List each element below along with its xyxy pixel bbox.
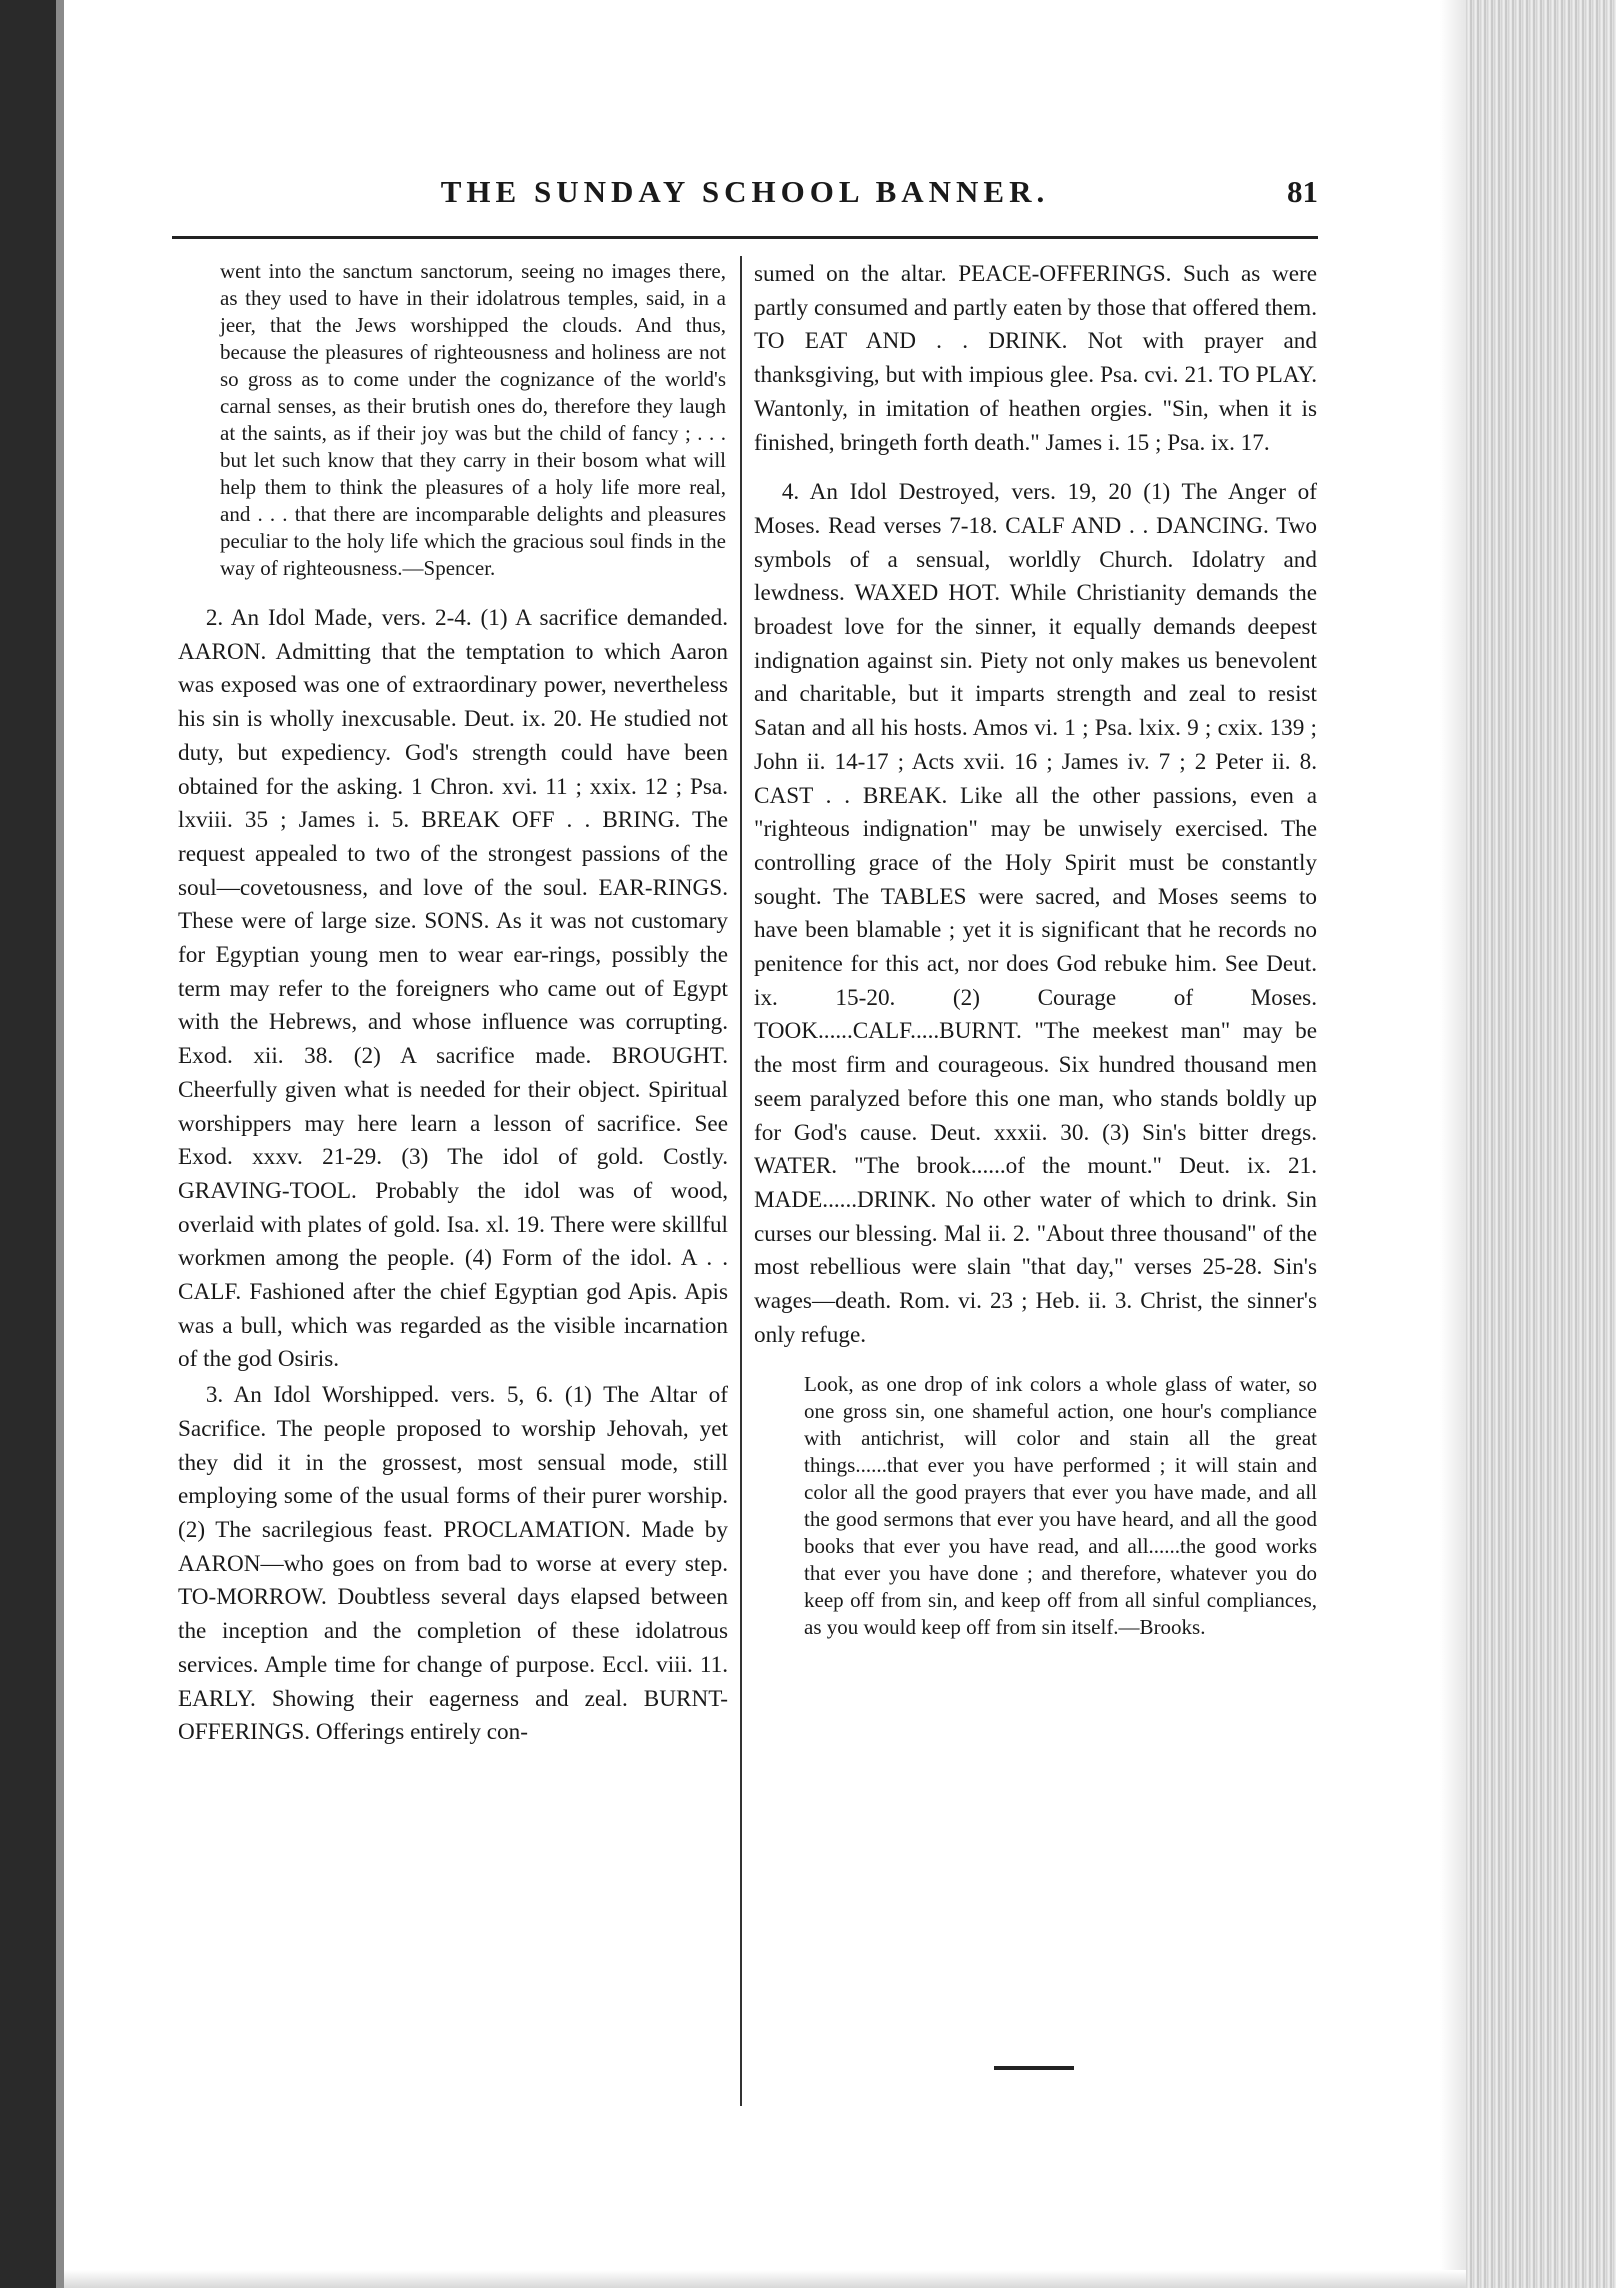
- section-end-rule: [994, 2066, 1074, 2070]
- column-divider: [740, 256, 742, 2106]
- page-bottom-shadow: [64, 2270, 1466, 2288]
- quote-spencer: went into the sanctum sanctorum, seeing no images there, as they used to have in their idolatrous temples, said, in a jeer, that the Jews worshipped the clouds. And thus, because the pleasures of righteousness and holiness are not so gross as to come under the cognizance of the world's carnal senses, as their brutish ones do, therefore they laugh at the saints, as if their joy was but the child of fancy ; . . . but let such know that they carry in their bosom what will help them to think the pleasures of a holy life more real, and . . . that there are incomparable delights and pleasures peculiar to the holy life which the gracious soul finds in the way of righteousness.—Spencer.: [220, 259, 726, 580]
- section-an-idol-worshipped-continued: sumed on the altar. PEACE-OFFERINGS. Such as were partly consumed and partly eaten by those that offered them. TO EAT AND . . DRINK. Not with prayer and thanksgiving, but with impious glee. Psa. cvi. 21. TO PLAY. Wantonly, in imitation of heathen orgies. "Sin, when it is finished, bringeth forth death." James i. 15 ; Psa. ix. 17.: [754, 261, 1317, 456]
- book-spine-edge: [0, 0, 62, 2288]
- left-column: [178, 258, 728, 1752]
- section-an-idol-made: 2. An Idol Made, vers. 2-4. (1) A sacrifice demanded. AARON. Admitting that the temptation to which Aaron was exposed was one of extraordinary power, nevertheless his sin is wholly inexcusable. Deut. ix. 20. He studied not duty, but expediency. God's strength could have been obtained for the asking. 1 Chron. xvi. 11 ; xxix. 12 ; Psa. lxviii. 35 ; James i. 5. BREAK OFF . . BRING. The request appealed to two of the strongest passions of the soul—covetousness, and love of the soul. EAR-RINGS. These were of large size. SONS. As it was not customary for Egyptian young men to wear ear-rings, possibly the term may refer to the foreigners who came out of Egypt with the Hebrews, and whose influence was corrupting. Exod. xii. 38. (2) A sacrifice made. BROUGHT. Cheerfully given what is needed for their object. Spiritual worshippers may here learn a lesson of sacrifice. See Exod. xxxv. 21-29. (3) The idol of gold. Costly. GRAVING-TOOL. Probably the idol was of wood, overlaid with plates of gold. Isa. xl. 19. There were skillful workmen among the people. (4) Form of the idol. A . . CALF. Fashioned after the chief Egyptian god Apis. Apis was a bull, which was regarded as the visible incarnation of the god Osiris.: [178, 605, 728, 1373]
- running-head: THE SUNDAY SCHOOL BANNER.: [440, 174, 1050, 209]
- header-rule: [172, 236, 1318, 239]
- book-spine-inner-edge: [56, 0, 64, 2288]
- section-an-idol-worshipped: 3. An Idol Worshipped. vers. 5, 6. (1) The Altar of Sacrifice. The people proposed to worship Jehovah, yet they did it in the grossest, most sensual mode, still employing some of the usual forms of their purer worship. (2) The sacrilegious feast. PROCLAMATION. Made by AARON—who goes on from bad to worse at every step. TO-MORROW. Doubtless several days elapsed between the inception and the completion of these idolatrous services. Ample time for change of purpose. Eccl. viii. 11. EARLY. Showing their eagerness and zeal. BURNT-OFFERINGS. Offerings entirely con-: [178, 1382, 728, 1746]
- right-column: [754, 258, 1317, 1663]
- page-fold-shadow: [1440, 0, 1466, 2288]
- quote-brooks: Look, as one drop of ink colors a whole glass of water, so one gross sin, one shameful action, one hour's compliance with antichrist, will color and stain all the great things......that ever you have performed ; it will stain and color all the good prayers that ever you have made, and all the good sermons that ever you have heard, and all the good books that ever you have read, and all......the good works that ever you have done ; and therefore, whatever you do keep off from sin, and keep off from all sinful compliances, as you would keep off from sin itself.—Brooks.: [804, 1371, 1317, 1639]
- page-header: [172, 168, 1318, 218]
- section-an-idol-destroyed: 4. An Idol Destroyed, vers. 19, 20 (1) The Anger of Moses. Read verses 7-18. CALF AND . . DANCING. Two symbols of a sensual, worldly Church. Idolatry and lewdness. WAXED HOT. While Christianity demands the broadest love for the sinner, it equally demands deepest indignation against sin. Piety not only makes us benevolent and charitable, but it imparts strength and zeal to resist Satan and all his hosts. Amos vi. 1 ; Psa. lxix. 9 ; cxix. 139 ; John ii. 14-17 ; Acts xvii. 16 ; James iv. 7 ; 2 Peter ii. 8. CAST . . BREAK. Like all the other passions, even a "righteous indignation" may be unwisely exercised. The controlling grace of the Holy Spirit must be constantly sought. The TABLES were sacred, and Moses seems to have been blamable ; yet it is significant that he records no penitence for this act, nor does God rebuke him. See Deut. ix. 15-20. (2) Courage of Moses. TOOK......CALF.....BURNT. "The meekest man" may be the most firm and courageous. Six hundred thousand men seem paralyzed before this one man, who stands boldly up for God's cause. Deut. xxxii. 30. (3) Sin's bitter dregs. WATER. "The brook......of the mount." Deut. ix. 21. MADE......DRINK. No other water of which to drink. Sin curses our blessing. Mal ii. 2. "About three thousand" of the most rebellious were slain "that day," verses 25-28. Sin's wages—death. Rom. vi. 23 ; Heb. ii. 3. Christ, the sinner's only refuge.: [754, 479, 1317, 1348]
- book-page-stack-edge: [1466, 0, 1616, 2288]
- page-number: 81: [1287, 174, 1318, 209]
